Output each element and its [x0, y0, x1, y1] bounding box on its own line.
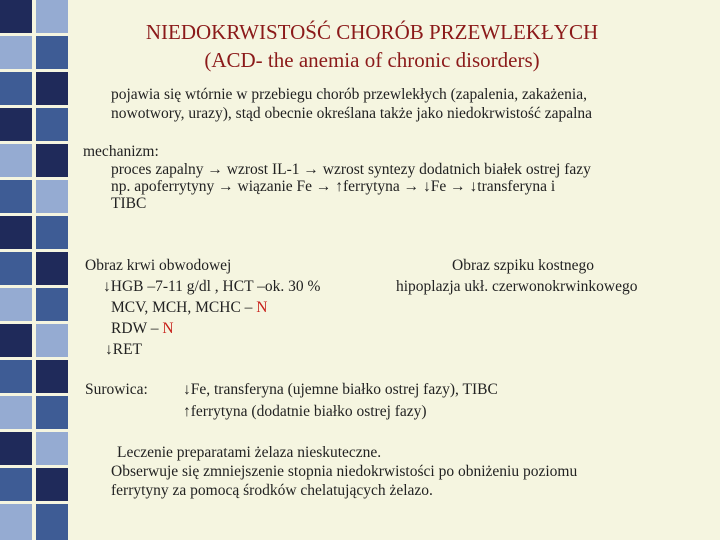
- treatment-line2: Obserwuje się zmniejszenie stopnia niedokrwistości po obniżeniu poziomu: [111, 463, 578, 480]
- mechanism-line3: TIBC: [111, 195, 147, 212]
- intro-line1: pojawia się wtórnie w przebiegu chorób przewlekłych (zapalenia, zakażenia,: [111, 86, 587, 103]
- blood-rdw: [111, 319, 174, 338]
- slide-title-line1: NIEDOKRWISTOŚĆ CHORÓB PRZEWLEKŁYCH: [145, 20, 599, 44]
- blood-mcv-value: N: [256, 299, 268, 316]
- decor-square: [0, 180, 32, 213]
- decor-square: [36, 504, 68, 540]
- blood-ret: ↓RET: [105, 341, 143, 358]
- decor-square: [36, 108, 68, 141]
- decor-square: [36, 180, 68, 213]
- decor-square: [0, 396, 32, 429]
- blood-rdw-value: N: [162, 320, 174, 337]
- decor-square: [0, 72, 32, 105]
- decor-square: [0, 288, 32, 321]
- decor-square: [36, 396, 68, 429]
- decor-square: [36, 288, 68, 321]
- decor-square: [0, 252, 32, 285]
- blood-hgb: ↓HGB –7-11 g/dl , HCT –ok. 30 %: [103, 278, 321, 295]
- blood-rdw-label: RDW –: [111, 320, 163, 337]
- intro-line2: nowotwory, urazy), stąd obecnie określana także jako niedokrwistość zapalna: [111, 105, 593, 122]
- marrow-heading: Obraz szpiku kostnego: [452, 257, 595, 274]
- decorative-square-strip: [0, 0, 72, 540]
- decor-square: [36, 360, 68, 393]
- decor-square: [0, 468, 32, 501]
- mechanism-line1: proces zapalny → wzrost IL-1 → wzrost syntezy dodatnich białek ostrej fazy: [111, 161, 591, 178]
- decor-square: [0, 144, 32, 177]
- decor-square: [36, 144, 68, 177]
- decor-square: [36, 72, 68, 105]
- mechanism-line2: np. apoferrytyny → wiązanie Fe → ↑ferrytyna → ↓Fe → ↓transferyna i: [111, 178, 556, 195]
- decor-square: [36, 252, 68, 285]
- decor-square: [36, 216, 68, 249]
- blood-heading: Obraz krwi obwodowej: [85, 257, 232, 274]
- serum-line1: ↓Fe, transferyna (ujemne białko ostrej fazy), TIBC: [183, 381, 498, 398]
- decor-square: [0, 108, 32, 141]
- marrow-line1: hipoplazja ukł. czerwonokrwinkowego: [396, 278, 638, 295]
- slide-title-line2: (ACD- the anemia of chronic disorders): [204, 48, 540, 72]
- decor-square: [0, 216, 32, 249]
- blood-mcv-label: MCV, MCH, MCHC –: [111, 299, 257, 316]
- decor-square: [36, 468, 68, 501]
- decor-square: [0, 324, 32, 357]
- decor-square: [0, 504, 32, 540]
- blood-mcv: [111, 298, 268, 317]
- decor-square: [36, 324, 68, 357]
- decor-square: [36, 432, 68, 465]
- serum-label: Surowica:: [85, 381, 148, 398]
- serum-line2: ↑ferrytyna (dodatnie białko ostrej fazy): [183, 403, 427, 420]
- mechanism-heading: mechanizm:: [83, 143, 159, 160]
- decor-square: [0, 432, 32, 465]
- decor-square: [0, 360, 32, 393]
- treatment-line1: Leczenie preparatami żelaza nieskuteczne.: [117, 444, 382, 461]
- treatment-line3: ferrytyny za pomocą środków chelatujących żelazo.: [111, 482, 433, 499]
